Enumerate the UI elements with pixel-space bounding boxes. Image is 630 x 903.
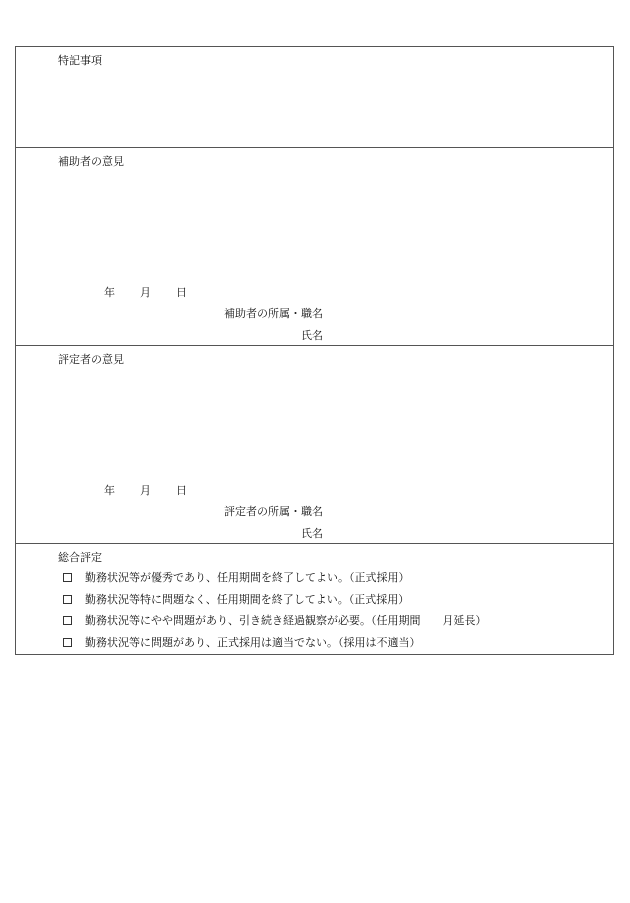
evaluator-date-month: 月 xyxy=(140,484,151,497)
evaluation-option-text: 勤務状況等が優秀であり、任用期間を終了してよい。（正式採用） xyxy=(85,571,410,584)
evaluator-opinion-section[interactable] xyxy=(16,346,613,544)
checkbox-icon[interactable] xyxy=(63,595,72,604)
evaluation-option xyxy=(63,593,487,615)
assistant-affiliation-label: 補助者の所属・職名 xyxy=(224,307,323,320)
checkbox-icon[interactable] xyxy=(63,573,72,582)
evaluation-option xyxy=(63,614,487,636)
evaluation-option xyxy=(63,571,487,593)
evaluator-opinion-heading: 評定者の意見 xyxy=(58,353,124,366)
overall-evaluation-heading: 総合評定 xyxy=(58,551,102,564)
assistant-date-day: 日 xyxy=(176,286,187,299)
evaluation-option-text: 勤務状況等に問題があり、正式採用は適当でない。（採用は不適当） xyxy=(85,635,421,649)
assistant-opinion-section[interactable] xyxy=(16,148,613,346)
evaluation-option xyxy=(63,636,487,658)
special-notes-heading: 特記事項 xyxy=(58,54,102,67)
evaluation-option-text: 勤務状況等にやや問題があり、引き続き経過観察が必要。（任用期間 月延長） xyxy=(85,614,487,627)
checkbox-icon[interactable] xyxy=(63,616,72,625)
evaluation-option-text: 勤務状況等特に問題なく、任用期間を終了してよい。（正式採用） xyxy=(85,592,410,606)
evaluator-date-line xyxy=(104,484,187,498)
evaluation-form xyxy=(15,46,614,655)
checkbox-icon[interactable] xyxy=(63,638,72,647)
evaluator-name-label: 氏名 xyxy=(301,527,323,540)
evaluator-date-day: 日 xyxy=(176,484,187,497)
assistant-opinion-heading: 補助者の意見 xyxy=(58,155,124,168)
assistant-date-line xyxy=(104,286,187,300)
assistant-date-year: 年 xyxy=(104,286,115,299)
assistant-date-month: 月 xyxy=(140,286,151,299)
evaluator-date-year: 年 xyxy=(104,484,115,497)
overall-evaluation-section xyxy=(16,544,613,654)
overall-evaluation-options xyxy=(63,571,487,657)
evaluator-affiliation-label: 評定者の所属・職名 xyxy=(224,505,323,518)
special-notes-section[interactable] xyxy=(16,47,613,148)
assistant-name-label: 氏名 xyxy=(301,329,323,342)
